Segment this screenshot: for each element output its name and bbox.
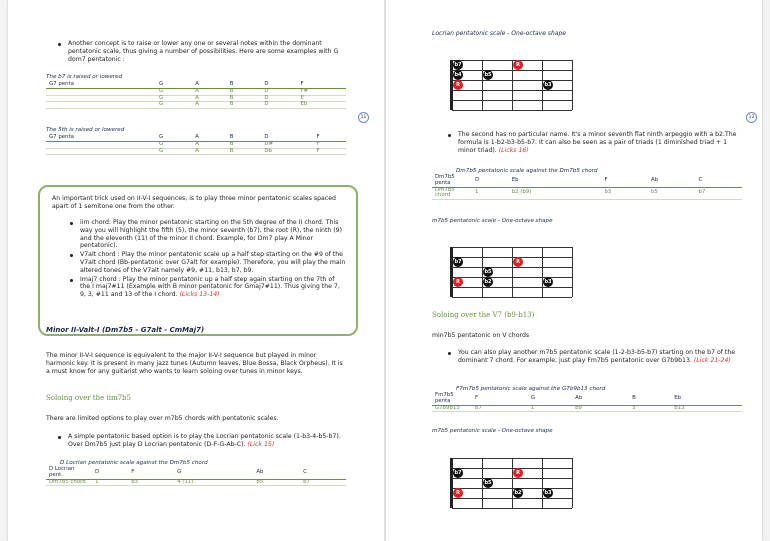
section-paragraph: The minor II-V-I sequence is equivalent to the major II-V-I sequence but played in minor harmonic key. It is present in many jazz tunes (Autumn leaves, Blue Bossa, Black Orpheus). It is a must know for any guitarist who wants to learn soloing over tunes in minor keys. xyxy=(46,352,343,375)
table-header-row xyxy=(46,467,346,479)
bullet-text: The second has no particular name. It's a minor seventh flat ninth arpeggio with a b2.The formula is 1-b2-b3-b5-b7. It can also be seen as a pair of triads (1 diminished triad + 1 minor triad). xyxy=(458,131,737,154)
table-cell: A xyxy=(192,88,227,95)
table-cell: F xyxy=(314,135,346,141)
root-note-dot: R xyxy=(513,60,523,70)
table-cell: F xyxy=(314,148,346,155)
table-row xyxy=(46,148,346,155)
table-row xyxy=(46,479,346,486)
subheading: Soloing over the iim7b5 xyxy=(46,394,131,402)
table-cell xyxy=(46,95,156,102)
table-cell: B xyxy=(227,95,262,102)
table-cell: F xyxy=(297,82,346,88)
fretboard-fret xyxy=(482,60,483,110)
table3 xyxy=(46,467,346,486)
lick-reference: (Lick 21-24) xyxy=(693,356,731,364)
lick-reference: (Licks 16) xyxy=(498,146,529,154)
scale-note-dot: b2 xyxy=(514,490,522,496)
table-cell: b7 xyxy=(300,479,346,486)
table-cell: A xyxy=(192,95,227,102)
table-cell: G xyxy=(156,88,192,95)
m7b5-on-v-line: min7b5 pentatonic on V chords xyxy=(432,332,530,339)
table4 xyxy=(432,175,742,200)
fretboard-fret xyxy=(542,247,543,297)
table-cell: D xyxy=(261,95,297,102)
table-cell: F xyxy=(128,467,174,479)
table-cell: D xyxy=(261,82,297,88)
table-cell: b5 xyxy=(253,479,300,486)
table-cell: b9 xyxy=(572,405,629,412)
bullet-item xyxy=(446,349,746,365)
page-11 xyxy=(8,0,384,541)
table-cell: A xyxy=(192,82,227,88)
intro-text: Another concept is to raise or lower any one or several notes within the dominant pentatonic scale, thus giving a number of possibilities. Here are some examples with G dom7 pentatonic : xyxy=(56,40,348,63)
table-cell: 1 xyxy=(528,405,572,412)
table-cell: Db xyxy=(261,148,313,155)
callout-item-text: iim chord: Play the minor pentatonic starting on the 5th degree of the II chord. This way you will highlight the fifth (5), the minor seventh (b7), the root (R), the ninth (9) and the eleventh (11) of the minor II chord. Example, for Dm7 play A Minor pentatonic). xyxy=(80,219,343,250)
table-cell: B xyxy=(227,88,262,95)
table-cell: Ab xyxy=(648,175,695,187)
scale-note-dot: b5 xyxy=(484,269,492,275)
table-cell: D xyxy=(92,467,128,479)
fretboard-fret xyxy=(512,247,513,297)
table-cell: 3 xyxy=(629,405,671,412)
table-cell: E xyxy=(297,95,346,102)
intro-bullet xyxy=(56,40,348,63)
table-cell: B xyxy=(227,135,262,141)
table-row xyxy=(432,187,742,200)
table-cell: b2 (b9) xyxy=(509,187,602,200)
table-cell: D# xyxy=(261,141,313,148)
scale-note-dot: b3 xyxy=(544,279,552,285)
fretboard-nut xyxy=(450,247,453,297)
scale-note-dot: b4 xyxy=(454,72,462,78)
fretboard-diagram-2 xyxy=(452,247,572,297)
callout-box xyxy=(38,185,358,336)
bullet-item xyxy=(446,131,746,154)
table5-title: F7m7b5 pentatonic scale against the G7b9b13 chord xyxy=(456,386,606,392)
table-cell: B xyxy=(227,82,262,88)
table1 xyxy=(46,82,346,109)
callout-item-text: V7alt chord : Play the minor pentatonic scale up a half step starting on the #9 of the V7alt chord (Bb-pentatonic over G7alt for example). Therefore, you will play the main altered tones of the V7alt namely #9, #11, b13, b7, b9. xyxy=(80,251,346,274)
table-cell: Eb xyxy=(671,393,742,405)
lick-reference: (Licks 13-14) xyxy=(179,291,220,299)
table-cell: D xyxy=(261,102,297,109)
table-cell: D xyxy=(261,135,313,141)
callout-item xyxy=(68,219,346,250)
table-cell: F xyxy=(472,393,528,405)
table-cell: B xyxy=(227,102,262,109)
fretboard-fret xyxy=(512,458,513,508)
table-cell: Dm7b5 penta xyxy=(432,175,472,187)
paragraph-2: There are limited options to play over m7b5 chords with pentatonic scales. xyxy=(46,415,279,422)
table-cell: b7 xyxy=(695,187,742,200)
table-cell: A xyxy=(192,148,227,155)
diagram3-title: m7b5 pentatonic scale - One-octave shape xyxy=(432,428,553,434)
table-cell: 4 (11) xyxy=(174,479,253,486)
scale-note-dot: b5 xyxy=(484,480,492,486)
table-cell: D xyxy=(261,88,297,95)
table-cell: G7 penta xyxy=(46,135,156,141)
page-number-11: 11 xyxy=(358,112,369,123)
scale-note-dot: b7 xyxy=(454,259,462,265)
callout-list xyxy=(68,219,346,299)
diagram1-title: Locrian pentatonic scale - One-octave shape xyxy=(432,30,566,37)
callout-item xyxy=(68,276,346,299)
fretboard-nut xyxy=(450,458,453,508)
root-note-dot: R xyxy=(513,257,523,267)
fretboard-fret xyxy=(572,458,573,508)
table-row xyxy=(432,405,742,412)
table-cell: F xyxy=(601,175,648,187)
page-12 xyxy=(386,0,762,541)
table-header-row xyxy=(432,175,742,187)
fretboard-fret xyxy=(542,458,543,508)
scale-note-dot: b2 xyxy=(484,279,492,285)
table-cell: B xyxy=(629,393,671,405)
fretboard-fret xyxy=(572,247,573,297)
table-cell: Eb xyxy=(509,175,602,187)
page-number-12: 12 xyxy=(746,112,757,123)
table-cell: G xyxy=(156,95,192,102)
table-cell: Ab xyxy=(572,393,629,405)
root-note-dot: R xyxy=(453,277,463,287)
table-cell: D Locrian pent. xyxy=(46,467,92,479)
table5 xyxy=(432,393,742,412)
root-note-dot: R xyxy=(513,468,523,478)
scale-note-dot: b5 xyxy=(484,72,492,78)
table-cell: 1 xyxy=(472,187,509,200)
table-cell xyxy=(46,88,156,95)
table-cell: A xyxy=(192,102,227,109)
table-cell: D xyxy=(472,175,509,187)
table-cell: F xyxy=(314,141,346,148)
table-cell: C xyxy=(695,175,742,187)
scale-note-dot: b3 xyxy=(544,490,552,496)
table-cell: G xyxy=(156,82,192,88)
table-cell: Eb xyxy=(297,102,346,109)
bullet-item xyxy=(56,433,348,449)
table-cell: Ab xyxy=(253,467,300,479)
table1-title: The b7 is raised or lowered xyxy=(46,74,123,80)
table-cell: B xyxy=(227,148,262,155)
table4-title: Dm7b5 pentatonic scale against the Dm7b5 chord xyxy=(456,168,598,174)
bullet-1 xyxy=(446,131,746,154)
table-cell: F# xyxy=(297,88,346,95)
fretboard-string xyxy=(452,508,572,509)
fretboard-string xyxy=(452,110,572,111)
scale-note-dot: b3 xyxy=(544,82,552,88)
table-cell: G xyxy=(156,148,192,155)
table-cell: G xyxy=(156,102,192,109)
section-heading: Minor II-Valt-I (Dm7b5 - G7alt - CmMaj7) xyxy=(46,326,205,334)
callout-lead: An important trick used on II-V-I sequences, is to play three minor pentatonic scales spaced apart of 1 semitone one from the other. xyxy=(52,195,336,210)
bullet-2 xyxy=(446,349,746,365)
callout-item-text: Imaj7 chord : Play the minor pentatonic up a half step again starting on the 7th of the I maj7#11 (Example with B minor pentatonic for Gmaj7#11). Thus giving the 7, 9, 3, #11 and 13 of the I chord. xyxy=(80,275,340,299)
table-cell: 1 xyxy=(92,479,128,486)
table-cell: A xyxy=(192,141,227,148)
lick-reference: (Lick 15) xyxy=(247,440,275,448)
table2-title: The 5th is raised or lowered xyxy=(46,127,125,133)
locrian-bullet xyxy=(56,433,348,449)
scale-note-dot: b7 xyxy=(454,62,462,68)
fretboard-diagram-3 xyxy=(452,458,572,508)
table2 xyxy=(46,135,346,155)
table-cell: b3 xyxy=(128,479,174,486)
table-cell: G xyxy=(174,467,253,479)
table-cell xyxy=(46,102,156,109)
fretboard-string xyxy=(452,297,572,298)
table-cell: Dm7b5 chord xyxy=(432,187,472,200)
table-cell: G xyxy=(156,135,192,141)
table-cell: C xyxy=(300,467,346,479)
table-cell xyxy=(46,148,156,155)
table-cell: b13 xyxy=(671,405,742,412)
bullet-text: A simple pentatonic based option is to play the Locrian pentatonic scale (1-b3-4-b5-b7). Over Dm7b5 just play D Locrian pentatonic (D-F-G-Ab-C). xyxy=(68,433,341,448)
table-cell: B xyxy=(227,141,262,148)
scale-note-dot: b7 xyxy=(454,470,462,476)
table-cell: b5 xyxy=(648,187,695,200)
subheading-v7: Soloing over the V7 (b9-b13) xyxy=(432,311,535,319)
table-cell: G xyxy=(156,141,192,148)
root-note-dot: R xyxy=(453,80,463,90)
table3-title: D Locrian pentatonic scale against the Dm7b5 chord xyxy=(60,460,208,466)
table-header-row xyxy=(432,393,742,405)
diagram2-title: m7b5 pentatonic scale - One-octave shape xyxy=(432,218,553,224)
table-cell: G xyxy=(528,393,572,405)
table-cell: G7 penta xyxy=(46,82,156,88)
root-note-dot: R xyxy=(453,488,463,498)
table-cell: b7 xyxy=(472,405,528,412)
table-cell: A xyxy=(192,135,227,141)
bullet-text: You can also play another m7b5 pentatonic scale (1-2-b3-b5-b7) starting on the b7 of the dominant 7 chord. For example, just play Fm7b5 pentatonic over G7b9b13. xyxy=(458,349,736,364)
table-cell: Fm7b5 penta xyxy=(432,393,472,405)
table-cell xyxy=(46,141,156,148)
table-cell: Dm7b5 chord xyxy=(46,479,92,486)
callout-item xyxy=(68,251,346,274)
table-cell: b3 xyxy=(601,187,648,200)
table-row xyxy=(46,102,346,109)
table-cell: G7b9b13 xyxy=(432,405,472,412)
fretboard-diagram-1 xyxy=(452,60,572,110)
fretboard-fret xyxy=(572,60,573,110)
